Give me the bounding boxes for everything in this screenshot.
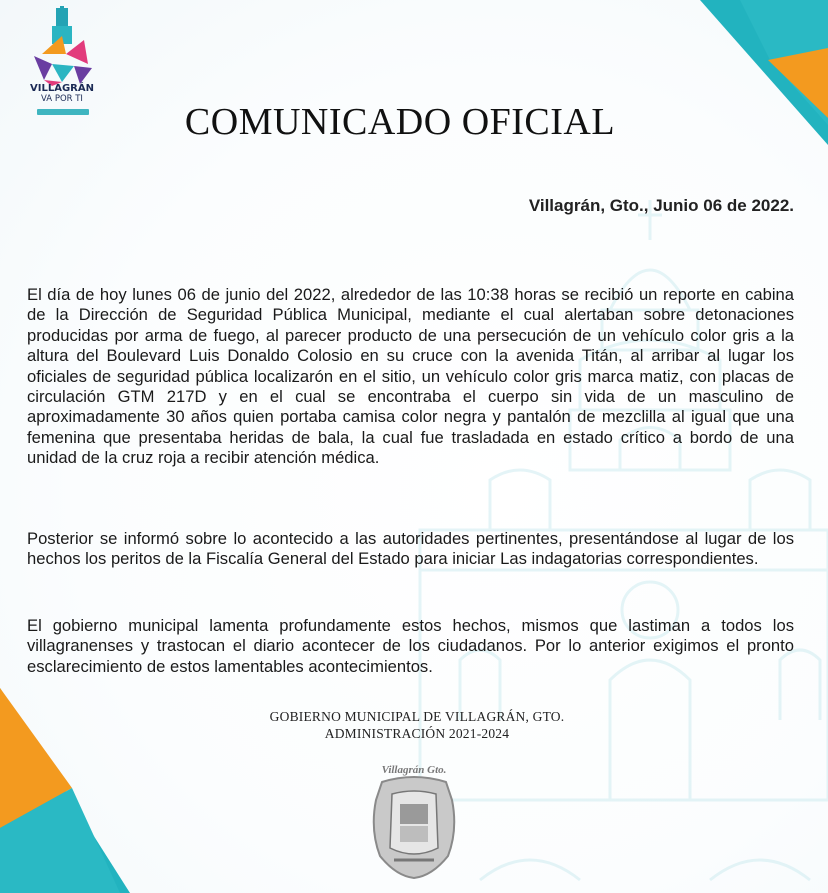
paragraph-incident: El día de hoy lunes 06 de junio del 2022, alrededor de las 10:38 horas se recibió un reporte en cabina de la Dirección de Seguridad Pública Municipal, mediante el cual alertaban sobre detonaciones producidas por arma de fuego, al parecer producto de una persecución de un vehículo color gris a la altura del Boulevard Luis Donaldo Colosio en su cruce con la avenida Titán, al arribar al lugar los oficiales de seguridad pública localizarón en el sitio, un vehículo color gris marca matiz, con placas de circulación GTM 217D y en el cual se encontraba el cuerpo sin vida de un masculino de aproximadamente 30 años quien portaba camisa color negra y pantalón de mezclilla al igual que una femenina que presentaba heridas de bala, la cual fue trasladada en estado crítico a bordo de una unidad de la cruz roja a recibir atención médica. (27, 285, 794, 468)
paragraph-statement: El gobierno municipal lamenta profundamente estos hechos, mismos que lastiman a todos los villagranenses y trastocan el diario acontecer de los ciudadanos. Por lo anterior exigimos el pronto esclarecimiento de estos lamentables acontecimientos. (27, 616, 794, 676)
seal-label: Villagrán Gto. (381, 764, 447, 776)
paragraph-authorities: Posterior se informó sobre lo acontecido a las autoridades pertinentes, presentándose al lugar de los hechos los peritos de la Fiscalía General del Estado para iniciar Las indagatorias correspondientes. (27, 529, 794, 569)
coat-of-arms-icon (364, 760, 464, 880)
page-title: COMUNICADO OFICIAL (184, 101, 616, 143)
signature-line-government: GOBIERNO MUNICIPAL DE VILLAGRÁN, GTO. (269, 709, 565, 724)
dateline: Villagrán, Gto., Junio 06 de 2022. (528, 196, 794, 215)
signature-line-administration: ADMINISTRACIÓN 2021-2024 (324, 726, 510, 741)
logo-title: VILLAGRÁN (30, 83, 94, 94)
logo-subtitle: VA POR TI (41, 94, 83, 104)
